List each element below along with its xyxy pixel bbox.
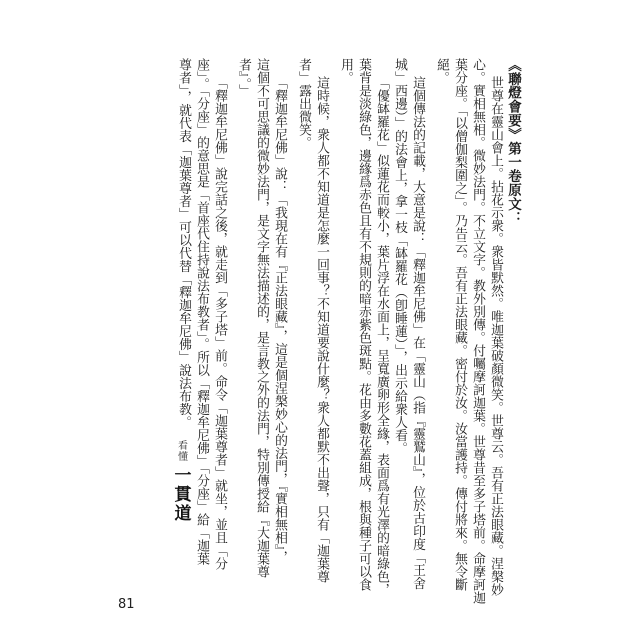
text-column: 這個不可思議的微妙法門，是文字無法描述的，是言教之外的法門，特別傳授給『大迦葉尊 (254, 58, 269, 578)
text-column: 這個傳法的記載，大意是說：「釋迦牟尼佛」在「靈山（指『靈鷲山』，位於古印度「王舍 (410, 76, 425, 590)
text-column: 座」。「分座」的意思是「首座代住持說法布教者」。所以「釋迦牟尼佛」「分座」給「迦葉 (194, 58, 209, 566)
running-header-small: 看懂 (175, 440, 187, 462)
text-column: 心。實相無相。微妙法門。不立文字。教外別傳。付囑摩訶迦葉。世尊昔至多子塔前。命摩訶迦 (470, 58, 485, 604)
text-column: 用。 (338, 58, 353, 84)
running-header-title: 一貫道 (170, 466, 191, 523)
text-column: 城」西邊）」的法會上，拿一枝「缽羅花（卽睡蓮）」，出示給衆人看。 (392, 58, 407, 455)
text-column: 這時候，衆人都不知道是怎麼一回事？不知道要說什麼？衆人都默不出聲，只有「迦葉尊 (314, 76, 329, 583)
running-header (168, 440, 194, 580)
quote-heading: 《聯燈會要》第一卷原文： (505, 58, 521, 225)
text-column: 「釋迦牟尼佛」說完話之後，就走到「多子塔」前。命令「迦葉尊者」就坐，並且「分 (212, 76, 227, 570)
text-column: 者」露出微笑。 (296, 58, 311, 149)
text-column: 葉背是淡綠色，邊緣爲赤色且有不規則的暗赤紫色斑點。花由多數花蓋組成，根與種子可以食 (356, 58, 371, 591)
text-column: 世尊在靈山會上。拈花示衆。衆皆默然。唯迦葉破顏微笑。世尊云。吾有正法眼藏。涅槃妙 (488, 76, 503, 596)
page-number: 81 (118, 597, 135, 612)
text-column: 葉分座。「以僧伽梨圍之」。乃告云。吾有正法眼藏。密付於汝。汝當護持。傳付將來。無令斷 (452, 58, 467, 592)
text-column: 「釋迦牟尼佛」說：「我現在有『正法眼藏』，這是個涅槃妙心的法門，『實相無相』， (272, 76, 287, 564)
text-column: 「優缽羅花」似蓮花而較小，葉片浮在水面上，呈寬廣卵形全緣，表面爲有光澤的暗綠色， (374, 76, 389, 596)
text-column: 者』。」 (236, 58, 251, 98)
text-column: 絕。 (434, 58, 449, 84)
text-column: 尊者」，就代表「迦葉尊者」可以代替「釋迦牟尼佛」說法布教。 (176, 58, 191, 429)
